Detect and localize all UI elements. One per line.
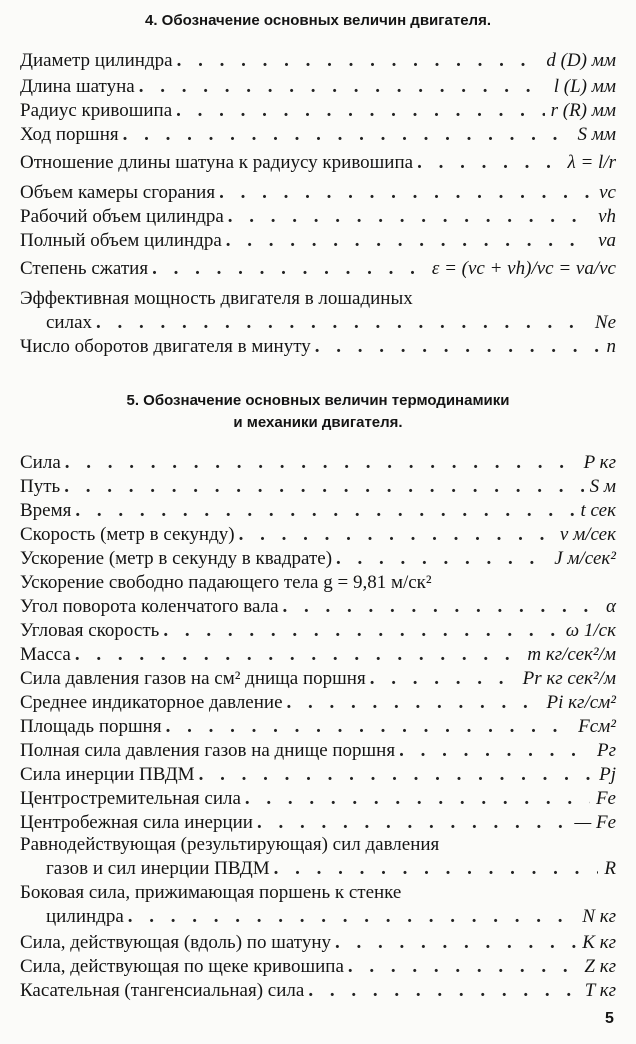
item-label: Центростремительная сила <box>20 788 241 809</box>
dot-leader <box>224 204 592 230</box>
dot-leader <box>283 690 541 716</box>
dot-leader <box>366 666 517 692</box>
item-label: Отношение длины шатуна к радиусу кривошипа <box>20 152 414 173</box>
item-symbol: Pr кг сек²/м <box>522 668 616 689</box>
list-item <box>20 714 616 740</box>
dot-leader <box>413 150 561 176</box>
item-label: Ускорение свободно падающего тела g = 9,81 м/ск² <box>20 572 432 593</box>
list-item <box>20 880 616 906</box>
item-symbol: J м/сек² <box>554 548 616 569</box>
item-symbol: d (D) мм <box>546 50 616 71</box>
item-symbol: vc <box>599 182 616 203</box>
list-item <box>20 498 616 524</box>
list-item <box>20 310 616 336</box>
list-item <box>20 832 616 858</box>
item-symbol: r (R) мм <box>550 100 616 121</box>
dot-leader <box>215 180 593 206</box>
list-item <box>20 256 616 282</box>
item-label: Сила инерции ПВДМ <box>20 764 195 785</box>
item-symbol: l (L) мм <box>553 76 616 97</box>
item-symbol: N кг <box>582 906 616 927</box>
dot-leader <box>148 256 426 282</box>
list-item <box>20 474 616 500</box>
item-label: Ускорение (метр в секунду в квадрате) <box>20 548 333 569</box>
item-label: Полный объем цилиндра <box>20 230 222 251</box>
item-symbol: Z кг <box>584 956 616 977</box>
item-label: Площадь поршня <box>20 716 162 737</box>
list-item <box>20 546 616 572</box>
dot-leader <box>241 786 590 812</box>
list-item <box>20 666 616 692</box>
dot-leader <box>61 450 578 476</box>
item-label: Радиус кривошипа <box>20 100 173 121</box>
section5-title-line2: и механики двигателя. <box>233 414 403 431</box>
item-symbol: K кг <box>582 932 616 953</box>
dot-leader <box>162 714 573 740</box>
item-label: Степень сжатия <box>20 258 149 279</box>
item-symbol: ω 1/ск <box>565 620 616 641</box>
dot-leader <box>222 228 592 254</box>
list-item <box>20 762 616 788</box>
item-label: Сила, действующая (вдоль) по шатуну <box>20 932 332 953</box>
list-item <box>20 334 616 360</box>
item-symbol: t сек <box>580 500 616 521</box>
list-item <box>20 690 616 716</box>
dot-leader <box>71 642 521 668</box>
dot-leader <box>311 334 601 360</box>
item-label: Сила <box>20 452 61 473</box>
item-label: Сила, действующая по щеке кривошипа <box>20 956 344 977</box>
list-item <box>20 618 616 644</box>
list-item <box>20 122 616 148</box>
list-item <box>20 738 616 764</box>
item-label: Центробежная сила инерции <box>20 812 253 833</box>
item-symbol: Ne <box>594 312 616 333</box>
section4-title: 4. Обозначение основных величин двигателя. <box>145 12 491 29</box>
dot-leader <box>270 856 599 882</box>
item-label: Число оборотов двигателя в минуту <box>20 336 311 357</box>
list-item <box>20 150 616 176</box>
item-symbol: Pi кг/см² <box>546 692 616 713</box>
list-item <box>20 180 616 206</box>
item-symbol: T кг <box>584 980 616 1001</box>
list-item <box>20 74 616 100</box>
item-symbol: S м <box>589 476 616 497</box>
item-label: Эффективная мощность двигателя в лошадиных <box>20 288 413 309</box>
item-symbol: n <box>606 336 616 357</box>
list-item <box>20 954 616 980</box>
item-label: Объем камеры сгорания <box>20 182 216 203</box>
item-label: Боковая сила, прижимающая поршень к стенке <box>20 882 402 903</box>
item-label: газов и сил инерции ПВДМ <box>46 858 270 879</box>
item-label: Длина шатуна <box>20 76 135 97</box>
item-symbol: S мм <box>577 124 616 145</box>
dot-leader <box>124 904 577 930</box>
item-label: Угол поворота коленчатого вала <box>20 596 279 617</box>
item-symbol: Fсм² <box>578 716 616 737</box>
item-label: Рабочий объем цилиндра <box>20 206 224 227</box>
list-item <box>20 570 616 596</box>
dot-leader <box>195 762 594 788</box>
item-label: Время <box>20 500 72 521</box>
dot-leader <box>235 522 554 548</box>
list-item <box>20 204 616 230</box>
item-label: Среднее индикаторное давление <box>20 692 283 713</box>
item-symbol: Pj <box>599 764 616 785</box>
item-symbol: — Fe <box>574 812 616 833</box>
dot-leader <box>172 98 544 124</box>
item-label: Угловая скорость <box>20 620 160 641</box>
item-symbol: R <box>604 858 616 879</box>
dot-leader <box>395 738 591 764</box>
list-item <box>20 594 616 620</box>
item-symbol: P кг <box>583 452 616 473</box>
item-label: силах <box>46 312 93 333</box>
item-symbol: α <box>606 596 616 617</box>
list-item <box>20 978 616 1004</box>
list-item <box>20 228 616 254</box>
list-item <box>20 786 616 812</box>
item-label: Скорость (метр в секунду) <box>20 524 235 545</box>
dot-leader <box>159 618 559 644</box>
item-symbol: vh <box>598 206 616 227</box>
item-label: Путь <box>20 476 61 497</box>
dot-leader <box>173 48 541 74</box>
list-item <box>20 904 616 930</box>
page-number: 5 <box>605 1010 614 1027</box>
item-symbol: Pг <box>596 740 616 761</box>
dot-leader <box>344 954 578 980</box>
item-label: цилиндра <box>46 906 124 927</box>
item-symbol: v м/сек <box>559 524 616 545</box>
section5-title-line1: 5. Обозначение основных величин термодинамики <box>126 392 510 409</box>
dot-leader <box>135 74 548 100</box>
list-item <box>20 642 616 668</box>
dot-leader <box>60 474 583 500</box>
item-label: Равнодействующая (результирующая) сил давления <box>20 834 440 855</box>
dot-leader <box>331 930 576 956</box>
dot-leader <box>279 594 601 620</box>
list-item <box>20 48 616 74</box>
list-item <box>20 522 616 548</box>
dot-leader <box>304 978 578 1004</box>
item-label: Ход поршня <box>20 124 119 145</box>
item-symbol: ε = (vc + vh)/vc = va/vc <box>431 258 616 279</box>
dot-leader <box>71 498 574 524</box>
item-symbol: va <box>598 230 616 251</box>
item-label: Масса <box>20 644 71 665</box>
list-item <box>20 286 616 312</box>
item-label: Сила давления газов на см² днища поршня <box>20 668 366 689</box>
dot-leader <box>92 310 589 336</box>
item-symbol: Fe <box>595 788 616 809</box>
item-label: Полная сила давления газов на днище поршня <box>20 740 396 761</box>
item-symbol: λ = l/r <box>567 152 616 173</box>
dot-leader <box>119 122 572 148</box>
list-item <box>20 450 616 476</box>
item-label: Диаметр цилиндра <box>20 50 173 71</box>
list-item <box>20 930 616 956</box>
list-item <box>20 98 616 124</box>
dot-leader <box>332 546 548 572</box>
list-item <box>20 856 616 882</box>
item-label: Касательная (тангенсиальная) сила <box>20 980 305 1001</box>
item-symbol: m кг/сек²/м <box>527 644 616 665</box>
